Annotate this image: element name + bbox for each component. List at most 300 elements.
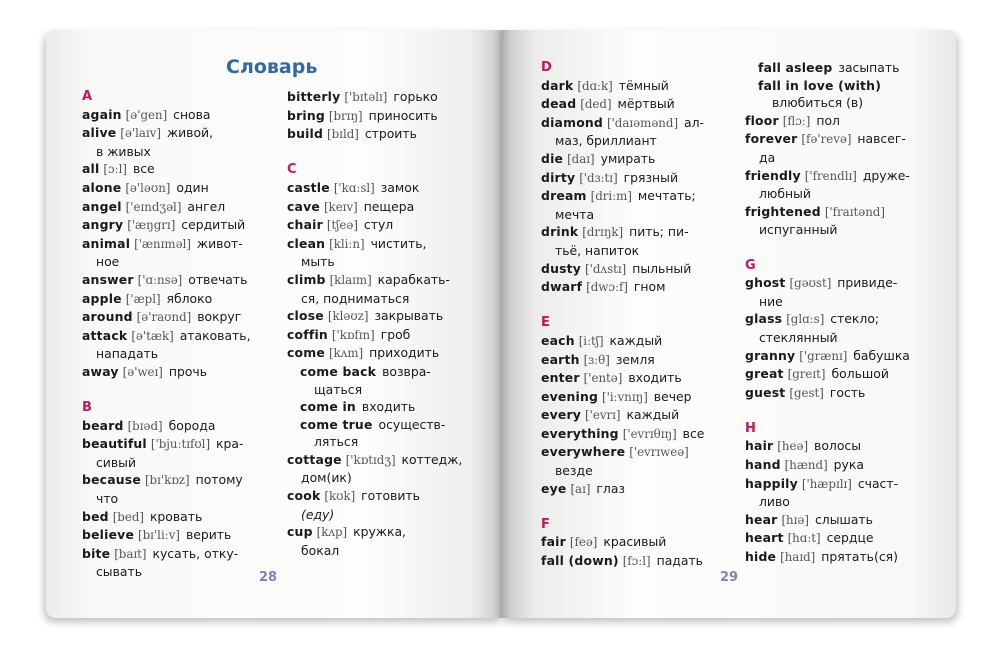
translation-continued: мечта (555, 206, 595, 222)
section-letter: A (82, 89, 93, 104)
phrase: come in (300, 399, 356, 415)
translation: яблоко (166, 290, 213, 306)
section-gap (541, 297, 704, 315)
translation: гроб (380, 326, 411, 342)
transcription: ['kɒfɪn] (331, 327, 375, 342)
translation: сердитый (181, 217, 246, 233)
headword: dusty (541, 260, 582, 276)
section-letter: H (745, 420, 756, 436)
phrase: come true (300, 416, 373, 432)
phrase-entry (745, 59, 910, 77)
headword: bitterly (287, 89, 341, 104)
dictionary-column-left-1 (82, 88, 251, 581)
transcription: [drɪŋk] (582, 225, 624, 240)
translation: пить; пи- (629, 224, 689, 240)
headword: earth (541, 351, 580, 367)
translation: потому (195, 472, 243, 488)
dictionary-entry (745, 365, 910, 384)
section-letter: E (541, 315, 550, 331)
dictionary-entry (541, 425, 704, 444)
headword: glass (745, 311, 783, 327)
translation: борода (168, 417, 216, 433)
dictionary-entry (287, 271, 462, 290)
translation: вечер (653, 388, 692, 404)
dictionary-entry (82, 417, 251, 436)
transcription: ['fraɪtənd] (824, 204, 885, 219)
headword: dirty (541, 169, 576, 185)
headword: attack (82, 327, 128, 343)
transcription: [ə'ləʊn] (125, 180, 171, 195)
transcription: ['evrɪ] (585, 408, 621, 423)
translation: кровать (149, 508, 203, 524)
transcription: ['ɑːnsə] (137, 272, 183, 287)
transcription: ['evrɪθɪŋ] (622, 426, 677, 441)
headword: evening (541, 388, 599, 404)
translation: каждый (626, 407, 680, 423)
headword: all (82, 161, 100, 177)
dictionary-entry (287, 235, 462, 254)
translation-continued: влюбиться (в) (772, 95, 864, 111)
translation-continued: бокал (301, 542, 340, 558)
translation-continued: щаться (314, 381, 363, 397)
headword: bring (287, 107, 325, 123)
dictionary-column-right-2 (745, 59, 910, 567)
transcription: [ə'gen] (125, 107, 168, 122)
translation: прочь (168, 363, 208, 379)
phrase-entry (287, 398, 462, 416)
translation-continued: ся, подниматься (301, 290, 410, 306)
section-letter: G (745, 257, 756, 273)
phrase: fall in love (with) (758, 77, 882, 93)
dictionary-entry (82, 308, 251, 327)
section-gap (745, 402, 910, 420)
dictionary-entry (82, 435, 251, 454)
transcription: [kləʊz] (327, 309, 369, 324)
dictionary-column-left-2 (287, 88, 462, 559)
dictionary-entry (287, 107, 462, 126)
phrase-entry (745, 77, 910, 95)
translation-continued: сывать (96, 564, 143, 580)
translation-continued: стеклянный (759, 329, 838, 345)
translation: возвра- (382, 363, 431, 379)
translation: горько (393, 89, 438, 104)
transcription: ['frendlɪ] (804, 168, 857, 183)
translation: готовить (361, 488, 420, 504)
headword: floor (745, 112, 779, 128)
transcription: [hɪə] (781, 512, 810, 527)
headword: friendly (745, 167, 801, 183)
transcription: [baɪt] (114, 546, 147, 561)
transcription: [ə'raʊnd] (136, 310, 192, 325)
headword: fall (down) (541, 553, 619, 569)
translation: мёртвый (617, 96, 675, 112)
phrase-entry (287, 416, 462, 434)
translation: гном (633, 279, 666, 295)
headword: dwarf (541, 279, 583, 295)
transcription: [kʊk] (324, 489, 356, 504)
headword: cottage (287, 451, 342, 467)
transcription: ['æpl] (125, 291, 161, 306)
translation: ангел (187, 198, 226, 214)
section-gap (82, 382, 251, 400)
translation: входить (628, 370, 682, 386)
translation: все (132, 161, 155, 177)
transcription: [iːtʃ] (578, 333, 604, 348)
translation-continued: нападать (96, 346, 159, 362)
dictionary-entry (82, 327, 251, 346)
headword: hear (745, 511, 778, 527)
section-letter: D (541, 60, 552, 75)
translation: навсег- (857, 131, 906, 147)
headword: alive (82, 125, 117, 141)
headword: angry (82, 217, 124, 233)
translation: счаст- (857, 475, 899, 491)
translation: каждый (609, 332, 663, 348)
dictionary-entry (82, 545, 251, 564)
dictionary-entry (745, 384, 910, 403)
headword: beard (82, 417, 124, 433)
headword: eye (541, 480, 567, 496)
translation: кружка, (353, 524, 406, 540)
dictionary-entry (745, 203, 910, 222)
headword: come (287, 345, 325, 361)
dictionary-entry (287, 326, 462, 345)
headword: happily (745, 475, 798, 491)
headword: everywhere (541, 444, 626, 460)
transcription: ['evrɪweə] (629, 445, 689, 460)
dictionary-entry (745, 475, 910, 494)
translation-continued: да (759, 149, 776, 165)
headword: dream (541, 188, 587, 204)
translation-continued: сивый (96, 454, 137, 470)
dictionary-entry (541, 533, 704, 552)
translation: осуществ- (378, 416, 446, 432)
translation: стекло; (830, 311, 880, 327)
headword: alone (82, 179, 122, 195)
translation: вокруг (197, 309, 242, 325)
headword: answer (82, 271, 134, 287)
headword: believe (82, 527, 135, 543)
headword: drink (541, 224, 579, 240)
headword: angel (82, 198, 122, 214)
dictionary-entry (541, 552, 704, 571)
translation: отвечать (188, 271, 248, 287)
dictionary-entry (541, 150, 704, 169)
phrase: fall asleep (758, 60, 833, 75)
transcription: [bed] (112, 509, 144, 524)
headword: hand (745, 457, 781, 473)
transcription: ['dʌstɪ] (585, 261, 627, 276)
headword: ghost (745, 275, 786, 291)
headword: close (287, 308, 324, 324)
headword: everything (541, 425, 619, 441)
translation: привиде- (837, 275, 898, 291)
translation: падать (656, 553, 703, 569)
translation: мечтать; (637, 188, 696, 204)
dictionary-entry (541, 480, 704, 499)
translation: карабкать- (377, 271, 450, 287)
headword: castle (287, 179, 330, 195)
transcription: [tʃeə] (326, 218, 358, 233)
section-letter: B (82, 400, 92, 416)
translation-continued: что (96, 491, 119, 507)
translation-continued: дом(ик) (301, 470, 352, 486)
translation: приносить (368, 107, 438, 123)
translation-continued: маз, бриллиант (555, 133, 657, 149)
dictionary-entry (745, 548, 910, 567)
transcription: [dɑːk] (577, 78, 613, 93)
transcription: [feə] (569, 535, 598, 550)
transcription: [fɔːl] (622, 554, 651, 569)
dictionary-entry (287, 198, 462, 217)
headword: animal (82, 235, 131, 251)
translation: входить (361, 399, 416, 415)
section-letter: F (541, 516, 550, 532)
dictionary-entry (82, 160, 251, 179)
transcription: [bɪ'liːv] (138, 528, 180, 543)
translation-continued: испуганный (759, 222, 838, 238)
translation: все (682, 425, 705, 441)
headword: cup (287, 524, 313, 540)
transcription: [glɑːs] (786, 312, 825, 327)
dictionary-entry (745, 310, 910, 329)
transcription: [keɪv] (323, 199, 358, 214)
transcription: [gest] (789, 385, 824, 400)
translation-continued: любный (759, 186, 811, 202)
dictionary-entry (82, 290, 251, 309)
transcription: [hɑːt] (787, 531, 821, 546)
section-gap (287, 144, 462, 162)
headword: great (745, 366, 784, 382)
translation: атаковать, (179, 327, 251, 343)
transcription: ['grænɪ] (799, 348, 848, 363)
translation: закрывать (374, 308, 444, 324)
transcription: [klaɪm] (329, 272, 372, 287)
translation-continued: в живых (96, 143, 151, 159)
dictionary-entry (541, 223, 704, 242)
translation: строить (364, 126, 417, 142)
translation: рука (833, 457, 864, 473)
dictionary-entry (541, 369, 704, 388)
dictionary-entry (745, 130, 910, 149)
dictionary-entry (541, 95, 704, 114)
dictionary-entry (745, 112, 910, 131)
translation: верить (185, 527, 232, 543)
dictionary-entry (745, 167, 910, 186)
transcription: [greɪt] (787, 367, 826, 382)
headword: again (82, 106, 122, 122)
headword: granny (745, 347, 796, 363)
phrase: come back (300, 363, 377, 379)
transcription: ['æŋgrɪ] (127, 218, 176, 233)
dictionary-entry (82, 124, 251, 143)
dictionary-entry (287, 179, 462, 198)
dictionary-entry (541, 169, 704, 188)
dictionary-entry (287, 216, 462, 235)
page-number-right: 29 (720, 570, 739, 585)
dictionary-entry (745, 437, 910, 456)
headword: diamond (541, 114, 603, 130)
translation: грязный (623, 169, 678, 185)
translation: большой (831, 366, 889, 382)
transcription: [hænd] (784, 458, 828, 473)
dictionary-entry (82, 216, 251, 235)
translation: гость (829, 384, 866, 400)
dictionary-entry (287, 307, 462, 326)
dictionary-entry (541, 77, 704, 96)
headword: enter (541, 370, 580, 386)
section-gap (541, 498, 704, 516)
transcription: [bɪəd] (127, 418, 163, 433)
dictionary-entry (82, 363, 251, 382)
dictionary-entry (541, 406, 704, 425)
transcription: [ə'weɪ] (122, 364, 163, 379)
dictionary-entry (541, 332, 704, 351)
headword: apple (82, 290, 122, 306)
transcription: ['daɪəmənd] (606, 115, 679, 130)
dictionary-entry (287, 451, 462, 470)
dictionary-entry (82, 106, 251, 125)
dictionary-entry (541, 351, 704, 370)
headword: clean (287, 235, 326, 251)
translation: пыльный (632, 260, 692, 276)
headword: dead (541, 96, 577, 112)
transcription: [ə'laɪv] (120, 126, 161, 141)
headword: cook (287, 488, 321, 504)
dictionary-entry (541, 187, 704, 206)
dictionary-entry (541, 388, 704, 407)
translation-continued: ляться (314, 434, 359, 450)
transcription: ['eɪndʒəl] (125, 199, 182, 214)
transcription: [heə] (777, 439, 809, 454)
translation: пол (816, 112, 840, 128)
headword: bed (82, 508, 109, 524)
headword: guest (745, 384, 786, 400)
dictionary-entry (287, 125, 462, 144)
transcription: [bɪld] (327, 127, 359, 142)
translation-continued: ное (96, 254, 120, 270)
translation: кра- (216, 436, 244, 452)
headword: frightened (745, 203, 821, 219)
transcription: ['bjuːtɪfʊl] (150, 437, 211, 452)
transcription: ['kɒtɪdʒ] (345, 452, 396, 467)
transcription: [haɪd] (780, 550, 816, 565)
dictionary-entry (82, 471, 251, 490)
headword: coffin (287, 326, 328, 342)
translation: волосы (814, 438, 861, 454)
dictionary-entry (287, 487, 462, 506)
headword: because (82, 472, 141, 488)
translation: ал- (684, 114, 704, 130)
dictionary-entry (541, 278, 704, 297)
translation: слышать (814, 511, 873, 527)
headword: dark (541, 77, 574, 93)
transcription: ['bɪtəlɪ] (344, 90, 388, 104)
headword: each (541, 332, 575, 348)
translation: тёмный (618, 77, 669, 93)
transcription: [kliːn] (329, 236, 365, 251)
translation: бабушка (853, 347, 910, 363)
transcription: [bɪ'kɒz] (144, 473, 190, 488)
dictionary-entry (745, 529, 910, 548)
headword: heart (745, 530, 784, 546)
headword: cave (287, 198, 320, 214)
section-letter: C (287, 162, 297, 178)
translation-continued: везде (555, 463, 593, 479)
translation: стул (363, 217, 394, 233)
translation-continued: тьё, напиток (555, 242, 640, 258)
transcription: [gəʊst] (789, 276, 832, 291)
translation: чистить, (370, 235, 427, 251)
dictionary-entry (287, 88, 462, 107)
dictionary-entry (287, 523, 462, 542)
headword: chair (287, 217, 323, 233)
transcription: ['kɑːsl] (333, 180, 375, 195)
headword: hair (745, 438, 774, 454)
transcription: [kʌp] (316, 525, 348, 540)
headword: climb (287, 271, 326, 287)
translation-note: (еду) (301, 506, 335, 522)
transcription: [ded] (580, 97, 612, 112)
page-title: Словарь (226, 56, 318, 78)
dictionary-entry (745, 347, 910, 366)
translation: коттедж, (401, 451, 463, 467)
dictionary-entry (82, 271, 251, 290)
translation: замок (380, 179, 420, 195)
headword: away (82, 363, 119, 379)
dictionary-entry (287, 344, 462, 363)
dictionary-entry (541, 114, 704, 133)
headword: forever (745, 131, 798, 147)
headword: every (541, 407, 582, 423)
translation: красивый (603, 534, 667, 550)
headword: fair (541, 534, 566, 550)
dictionary-entry (745, 511, 910, 530)
dictionary-column-right-1 (541, 59, 704, 571)
dictionary-entry (82, 198, 251, 217)
transcription: [dwɔːf] (586, 280, 628, 295)
translation: земля (615, 351, 655, 367)
dictionary-entry (82, 508, 251, 527)
transcription: [fə'revə] (801, 132, 852, 147)
translation: пещера (363, 198, 415, 214)
phrase-entry (287, 363, 462, 381)
transcription: ['dɜːtɪ] (579, 170, 618, 185)
transcription: ['hæpɪlɪ] (801, 476, 852, 491)
dictionary-entry (541, 260, 704, 279)
dictionary-entry (82, 526, 251, 545)
translation-continued: ние (759, 293, 783, 309)
transcription: [kʌm] (328, 346, 364, 361)
dictionary-entry (745, 274, 910, 293)
transcription: [ɜːθ] (583, 352, 610, 367)
dictionary-entry (82, 179, 251, 198)
headword: bite (82, 545, 111, 561)
transcription: ['iːvnɪŋ] (602, 389, 648, 404)
transcription: [flɔː] (782, 113, 811, 128)
transcription: ['ænɪməl] (134, 236, 191, 251)
transcription: [aɪ] (570, 481, 591, 496)
translation: сердце (826, 530, 874, 546)
translation: засыпать (838, 60, 900, 75)
headword: beautiful (82, 436, 147, 452)
dictionary-entry (745, 456, 910, 475)
translation: глаз (596, 480, 626, 496)
headword: build (287, 126, 324, 142)
translation: кусать, отку- (152, 545, 239, 561)
transcription: [ə'tæk] (131, 328, 174, 343)
book-spine (494, 30, 510, 618)
